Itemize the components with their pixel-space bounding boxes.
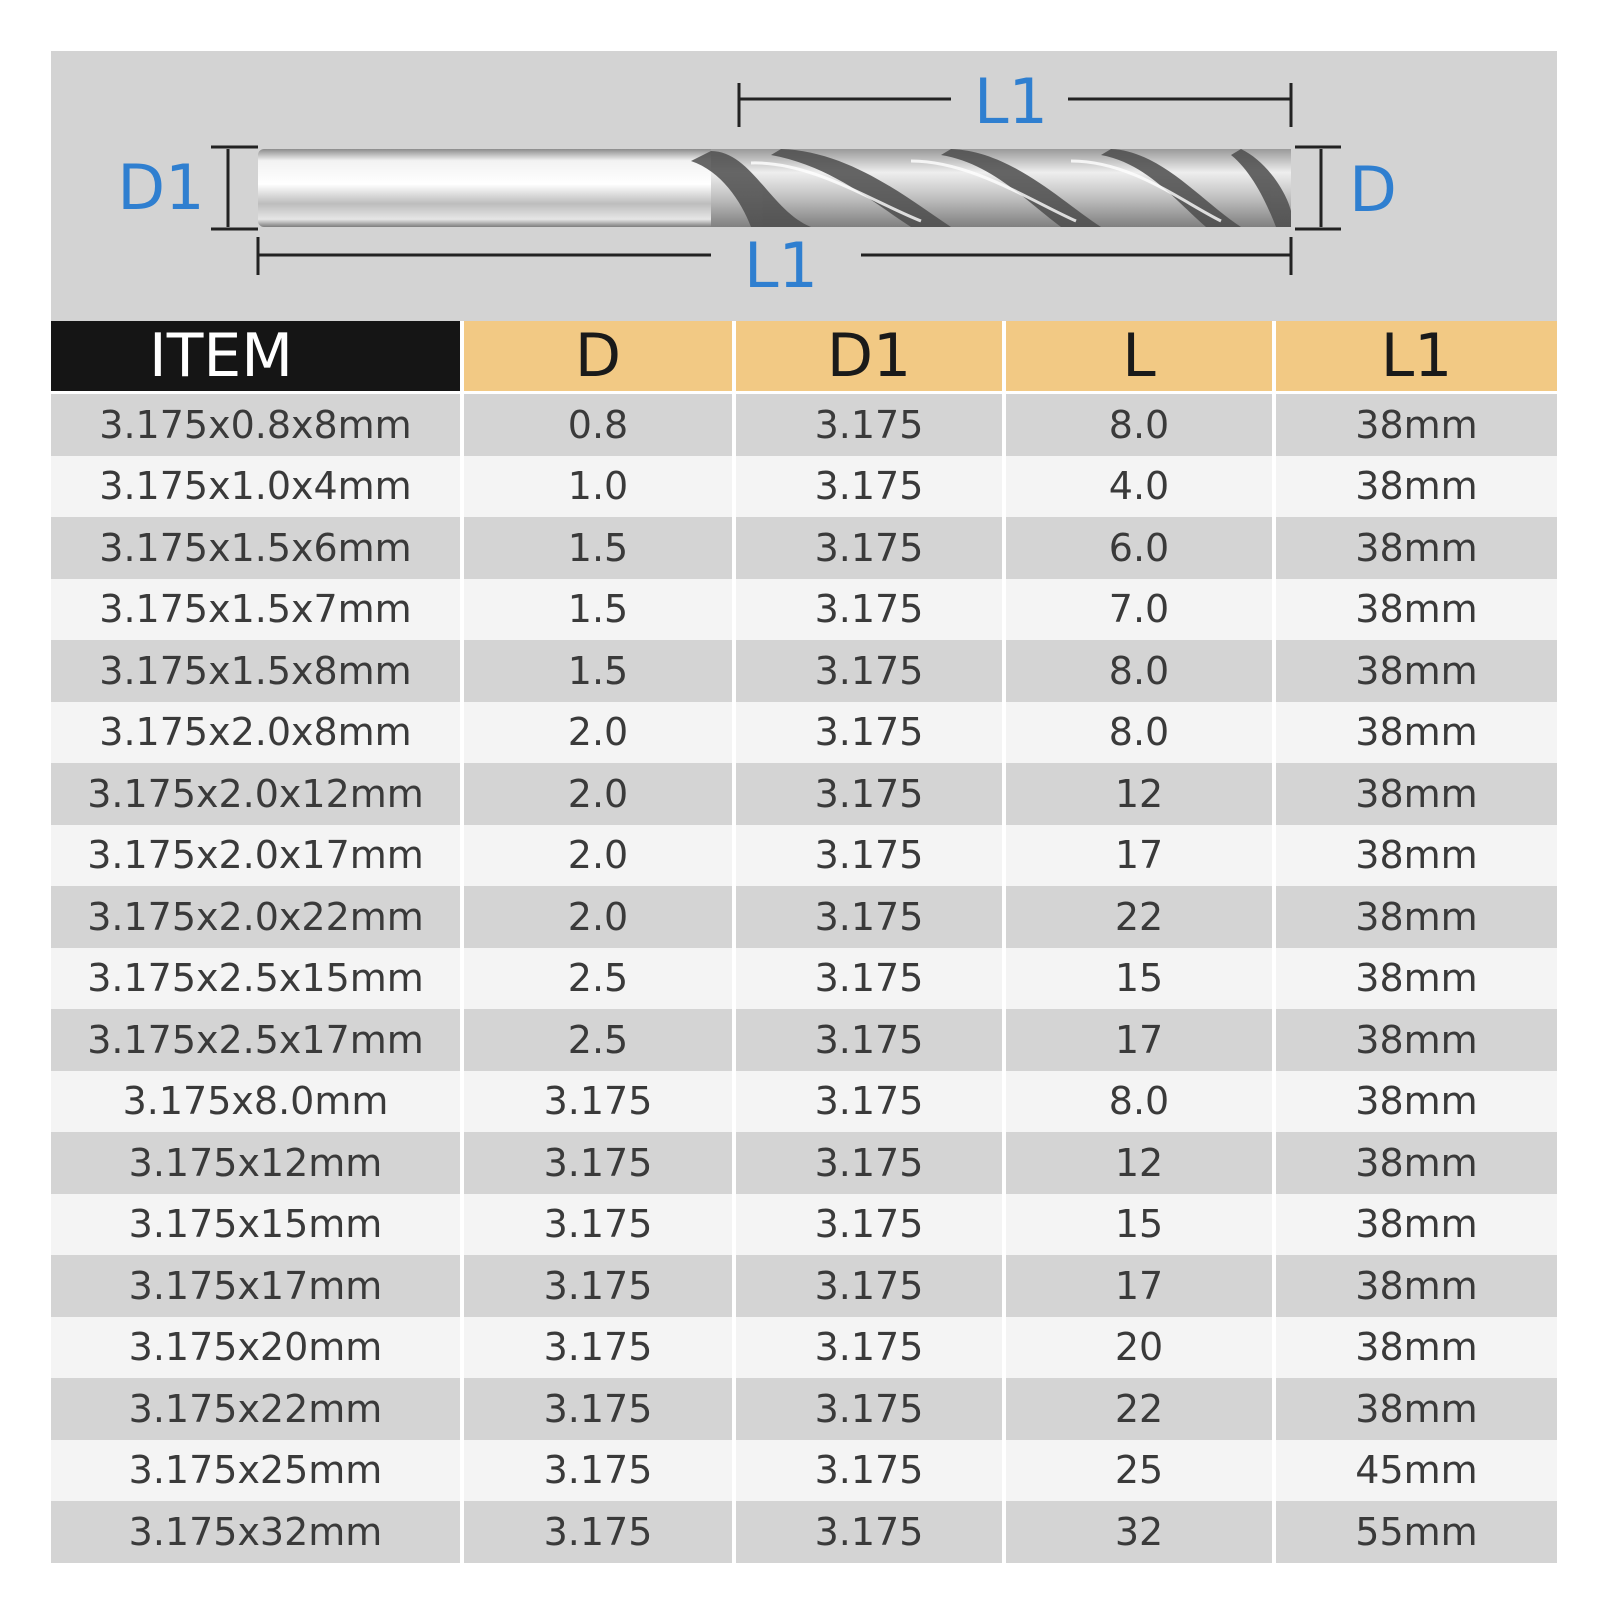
table-row <box>51 1009 1557 1071</box>
header-l: L <box>1006 321 1276 394</box>
cell-l: 8.0 <box>1006 702 1276 764</box>
cell-item: 3.175x32mm <box>51 1501 464 1563</box>
cell-d1: 3.175 <box>736 763 1006 825</box>
cell-d: 2.0 <box>464 886 736 948</box>
table-row <box>51 702 1557 764</box>
cell-d: 3.175 <box>464 1194 736 1256</box>
cell-l: 17 <box>1006 1009 1276 1071</box>
cell-d: 2.0 <box>464 702 736 764</box>
cell-l1: 38mm <box>1276 1378 1557 1440</box>
table-row <box>51 1317 1557 1379</box>
table-row <box>51 1440 1557 1502</box>
cell-l: 32 <box>1006 1501 1276 1563</box>
table-row <box>51 1378 1557 1440</box>
table-row <box>51 1501 1557 1563</box>
cell-l1: 38mm <box>1276 1255 1557 1317</box>
tool-diagram <box>51 51 1557 321</box>
cell-item: 3.175x1.5x6mm <box>51 517 464 579</box>
cell-l1: 38mm <box>1276 456 1557 518</box>
cell-item: 3.175x22mm <box>51 1378 464 1440</box>
table-row <box>51 579 1557 641</box>
cell-l1: 38mm <box>1276 579 1557 641</box>
cell-l: 15 <box>1006 1194 1276 1256</box>
table-row <box>51 394 1557 456</box>
table-row <box>51 825 1557 887</box>
cell-item: 3.175x20mm <box>51 1317 464 1379</box>
table-row <box>51 1194 1557 1256</box>
cell-l: 20 <box>1006 1317 1276 1379</box>
cell-l: 8.0 <box>1006 394 1276 456</box>
cell-d1: 3.175 <box>736 1501 1006 1563</box>
cell-d: 2.0 <box>464 763 736 825</box>
cell-d: 1.0 <box>464 456 736 518</box>
cell-l1: 38mm <box>1276 763 1557 825</box>
cell-d: 1.5 <box>464 579 736 641</box>
cell-d: 3.175 <box>464 1440 736 1502</box>
cell-d1: 3.175 <box>736 702 1006 764</box>
cell-item: 3.175x1.5x8mm <box>51 640 464 702</box>
cell-d1: 3.175 <box>736 1440 1006 1502</box>
cell-d: 2.0 <box>464 825 736 887</box>
cell-item: 3.175x25mm <box>51 1440 464 1502</box>
cell-l: 22 <box>1006 886 1276 948</box>
table-row <box>51 1132 1557 1194</box>
cell-l1: 38mm <box>1276 1194 1557 1256</box>
cell-l: 4.0 <box>1006 456 1276 518</box>
table-row <box>51 763 1557 825</box>
cell-l1: 55mm <box>1276 1501 1557 1563</box>
cell-d: 1.5 <box>464 517 736 579</box>
cell-d1: 3.175 <box>736 1132 1006 1194</box>
cell-l: 12 <box>1006 763 1276 825</box>
cell-l1: 38mm <box>1276 1009 1557 1071</box>
header-d: D <box>464 321 736 394</box>
cell-d: 3.175 <box>464 1132 736 1194</box>
bottom-length-label: L1 <box>744 229 818 302</box>
cell-d1: 3.175 <box>736 517 1006 579</box>
table-row <box>51 948 1557 1010</box>
cell-d1: 3.175 <box>736 1009 1006 1071</box>
cell-l: 8.0 <box>1006 640 1276 702</box>
cell-d1: 3.175 <box>736 886 1006 948</box>
shank-diameter-label: D1 <box>117 151 205 224</box>
cell-l: 22 <box>1006 1378 1276 1440</box>
cell-l1: 38mm <box>1276 394 1557 456</box>
cell-l1: 38mm <box>1276 1132 1557 1194</box>
cell-l1: 38mm <box>1276 948 1557 1010</box>
header-item: ITEM <box>51 321 464 394</box>
cell-l1: 38mm <box>1276 517 1557 579</box>
shank <box>258 149 728 227</box>
cell-item: 3.175x8.0mm <box>51 1071 464 1133</box>
cell-item: 3.175x1.0x4mm <box>51 456 464 518</box>
top-length-label: L1 <box>974 65 1048 138</box>
cell-d1: 3.175 <box>736 1071 1006 1133</box>
cell-d: 3.175 <box>464 1071 736 1133</box>
cell-item: 3.175x2.0x12mm <box>51 763 464 825</box>
cell-d: 2.5 <box>464 948 736 1010</box>
cell-item: 3.175x1.5x7mm <box>51 579 464 641</box>
cell-item: 3.175x0.8x8mm <box>51 394 464 456</box>
cell-l1: 38mm <box>1276 640 1557 702</box>
cell-l: 8.0 <box>1006 1071 1276 1133</box>
cell-d1: 3.175 <box>736 948 1006 1010</box>
cell-d: 3.175 <box>464 1501 736 1563</box>
cell-d1: 3.175 <box>736 825 1006 887</box>
table-row <box>51 456 1557 518</box>
cell-l: 6.0 <box>1006 517 1276 579</box>
cell-l1: 38mm <box>1276 702 1557 764</box>
end-mill-drawing <box>51 51 1557 321</box>
spec-table <box>51 321 1557 1563</box>
cell-l1: 38mm <box>1276 1071 1557 1133</box>
cell-d1: 3.175 <box>736 394 1006 456</box>
table-row <box>51 886 1557 948</box>
table-header-row <box>51 321 1557 394</box>
cell-l: 17 <box>1006 825 1276 887</box>
cell-d1: 3.175 <box>736 456 1006 518</box>
header-l1: L1 <box>1276 321 1557 394</box>
header-d1: D1 <box>736 321 1006 394</box>
cell-item: 3.175x12mm <box>51 1132 464 1194</box>
cell-l: 15 <box>1006 948 1276 1010</box>
cell-item: 3.175x17mm <box>51 1255 464 1317</box>
cell-item: 3.175x2.5x15mm <box>51 948 464 1010</box>
cell-d1: 3.175 <box>736 1378 1006 1440</box>
table-row <box>51 1071 1557 1133</box>
cell-l1: 38mm <box>1276 1317 1557 1379</box>
cell-l: 25 <box>1006 1440 1276 1502</box>
cell-d1: 3.175 <box>736 640 1006 702</box>
cell-item: 3.175x2.0x8mm <box>51 702 464 764</box>
cell-l: 12 <box>1006 1132 1276 1194</box>
cell-item: 3.175x2.5x17mm <box>51 1009 464 1071</box>
cell-item: 3.175x15mm <box>51 1194 464 1256</box>
cell-l: 7.0 <box>1006 579 1276 641</box>
cell-d1: 3.175 <box>736 579 1006 641</box>
table-row <box>51 640 1557 702</box>
cell-d: 1.5 <box>464 640 736 702</box>
table-row <box>51 517 1557 579</box>
cell-l1: 38mm <box>1276 886 1557 948</box>
cell-d: 3.175 <box>464 1317 736 1379</box>
cell-l1: 45mm <box>1276 1440 1557 1502</box>
cell-d: 3.175 <box>464 1255 736 1317</box>
cell-d1: 3.175 <box>736 1317 1006 1379</box>
table-row <box>51 1255 1557 1317</box>
cell-d: 3.175 <box>464 1378 736 1440</box>
cell-d1: 3.175 <box>736 1194 1006 1256</box>
table-body <box>51 394 1557 1563</box>
cell-item: 3.175x2.0x22mm <box>51 886 464 948</box>
cell-item: 3.175x2.0x17mm <box>51 825 464 887</box>
cell-l: 17 <box>1006 1255 1276 1317</box>
cell-d1: 3.175 <box>736 1255 1006 1317</box>
cell-d: 0.8 <box>464 394 736 456</box>
cell-d: 2.5 <box>464 1009 736 1071</box>
cutter-diameter-label: D <box>1349 153 1397 226</box>
cell-l1: 38mm <box>1276 825 1557 887</box>
